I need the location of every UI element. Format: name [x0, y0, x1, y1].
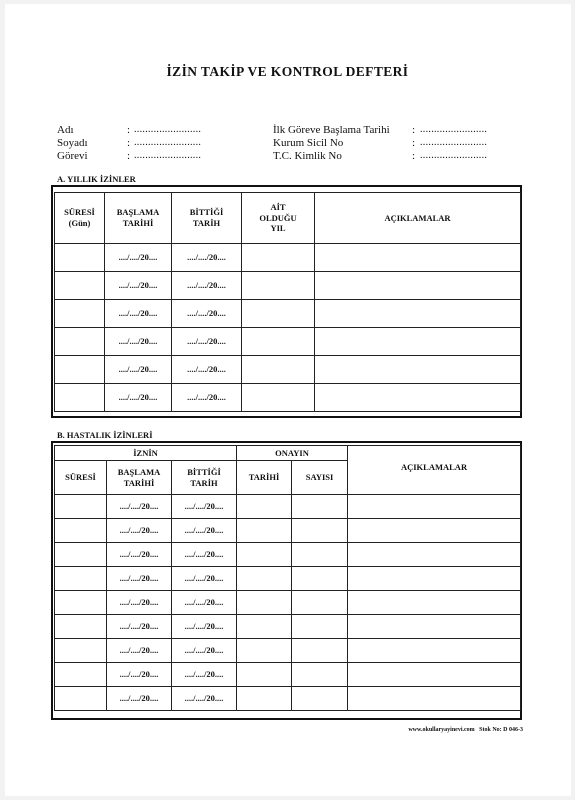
- date-cell[interactable]: ..../..../20....: [172, 687, 237, 711]
- date-cell[interactable]: ..../..../20....: [107, 639, 172, 663]
- date-cell[interactable]: ..../..../20....: [107, 495, 172, 519]
- table-cell[interactable]: [55, 519, 107, 543]
- header-notes-b: AÇIKLAMALAR: [348, 446, 521, 495]
- table-cell[interactable]: [237, 567, 292, 591]
- table-cell[interactable]: [292, 687, 348, 711]
- table-row: [55, 567, 521, 591]
- table-cell[interactable]: [292, 495, 348, 519]
- date-cell[interactable]: ..../..../20....: [172, 328, 242, 356]
- table-cell[interactable]: [237, 663, 292, 687]
- table-cell[interactable]: [292, 567, 348, 591]
- annual-leave-table: [54, 192, 521, 412]
- table-row: [55, 639, 521, 663]
- start-date-field[interactable]: ........................: [420, 124, 488, 135]
- table-cell[interactable]: [292, 591, 348, 615]
- header-approval-date: TARİHİ: [237, 461, 292, 495]
- table-cell[interactable]: [237, 495, 292, 519]
- registry-no-label: Kurum Sicil No: [273, 137, 344, 149]
- position-colon: :: [127, 150, 131, 162]
- tc-id-field[interactable]: ........................: [420, 150, 488, 161]
- table-cell[interactable]: [242, 272, 315, 300]
- table-cell[interactable]: [315, 356, 521, 384]
- start-date-label: İlk Göreve Başlama Tarihi: [273, 124, 390, 136]
- table-cell[interactable]: [315, 384, 521, 412]
- start-date-colon: :: [412, 124, 416, 136]
- table-cell[interactable]: [242, 328, 315, 356]
- date-cell[interactable]: ..../..../20....: [172, 567, 237, 591]
- annual-leave-header-row: [55, 193, 521, 244]
- footer: [408, 727, 523, 733]
- table-cell[interactable]: [237, 543, 292, 567]
- table-cell[interactable]: [348, 543, 521, 567]
- table-cell[interactable]: [242, 244, 315, 272]
- date-cell[interactable]: ..../..../20....: [107, 687, 172, 711]
- table-cell[interactable]: [315, 272, 521, 300]
- date-cell[interactable]: ..../..../20....: [105, 272, 172, 300]
- table-cell[interactable]: [292, 663, 348, 687]
- table-row: [55, 591, 521, 615]
- table-cell[interactable]: [292, 615, 348, 639]
- header-start-date-b: BAŞLAMA TARİHİ: [107, 461, 172, 495]
- date-cell[interactable]: ..../..../20....: [107, 591, 172, 615]
- date-cell[interactable]: ..../..../20....: [172, 300, 242, 328]
- date-cell[interactable]: ..../..../20....: [172, 272, 242, 300]
- header-approval-number: SAYISI: [292, 461, 348, 495]
- section-b-title: B. HASTALIK İZİNLERİ: [57, 430, 153, 440]
- table-cell[interactable]: [55, 244, 105, 272]
- table-cell[interactable]: [237, 591, 292, 615]
- header-duration: SÜRESİ (Gün): [55, 193, 105, 244]
- sick-leave-table: [54, 445, 521, 711]
- header-year: AİT OLDUĞU YIL: [242, 193, 315, 244]
- table-cell[interactable]: [55, 543, 107, 567]
- table-cell[interactable]: [237, 519, 292, 543]
- table-cell[interactable]: [348, 639, 521, 663]
- table-cell[interactable]: [55, 272, 105, 300]
- sick-leave-group-row: [55, 446, 521, 461]
- tc-id-colon: :: [412, 150, 416, 162]
- table-cell[interactable]: [348, 519, 521, 543]
- table-cell[interactable]: [55, 356, 105, 384]
- table-cell[interactable]: [55, 328, 105, 356]
- table-row: [55, 495, 521, 519]
- date-cell[interactable]: ..../..../20....: [172, 356, 242, 384]
- date-cell[interactable]: ..../..../20....: [172, 495, 237, 519]
- table-cell[interactable]: [315, 300, 521, 328]
- form-title: İZİN TAKİP VE KONTROL DEFTERİ: [166, 64, 409, 79]
- table-row: [55, 328, 521, 356]
- header-start-date: BAŞLAMA TARİHİ: [105, 193, 172, 244]
- date-cell[interactable]: ..../..../20....: [107, 519, 172, 543]
- section-a-title: A. YILLIK İZİNLER: [57, 174, 136, 184]
- table-cell[interactable]: [55, 495, 107, 519]
- date-cell[interactable]: ..../..../20....: [107, 615, 172, 639]
- name-label: Adı: [57, 124, 74, 136]
- date-cell[interactable]: ..../..../20....: [105, 356, 172, 384]
- date-cell[interactable]: ..../..../20....: [105, 328, 172, 356]
- date-cell[interactable]: ..../..../20....: [105, 300, 172, 328]
- table-cell[interactable]: [55, 639, 107, 663]
- date-cell[interactable]: ..../..../20....: [172, 615, 237, 639]
- table-cell[interactable]: [55, 591, 107, 615]
- date-cell[interactable]: ..../..../20....: [172, 244, 242, 272]
- table-cell[interactable]: [242, 300, 315, 328]
- table-cell[interactable]: [242, 356, 315, 384]
- table-row: [55, 300, 521, 328]
- name-field[interactable]: ........................: [134, 124, 202, 135]
- date-cell[interactable]: ..../..../20....: [107, 567, 172, 591]
- table-cell[interactable]: [348, 687, 521, 711]
- surname-field[interactable]: ........................: [134, 137, 202, 148]
- table-cell[interactable]: [237, 639, 292, 663]
- table-row: [55, 384, 521, 412]
- table-row: [55, 356, 521, 384]
- header-end-date: BİTTİĞİ TARİH: [172, 193, 242, 244]
- surname-label: Soyadı: [57, 137, 88, 149]
- table-row: [55, 272, 521, 300]
- table-row: [55, 244, 521, 272]
- group-approval: ONAYIN: [237, 446, 348, 461]
- date-cell[interactable]: ..../..../20....: [107, 543, 172, 567]
- table-row: [55, 519, 521, 543]
- table-row: [55, 663, 521, 687]
- table-cell[interactable]: [348, 615, 521, 639]
- position-field[interactable]: ........................: [134, 150, 202, 161]
- footer-website: www.okullaryayinevi.com: [408, 727, 475, 733]
- date-cell[interactable]: ..../..../20....: [107, 663, 172, 687]
- table-cell[interactable]: [55, 615, 107, 639]
- table-cell[interactable]: [348, 663, 521, 687]
- table-cell[interactable]: [55, 663, 107, 687]
- table-cell[interactable]: [315, 244, 521, 272]
- date-cell[interactable]: ..../..../20....: [172, 639, 237, 663]
- table-row: [55, 615, 521, 639]
- header-end-date-b: BİTTİĞİ TARİH: [172, 461, 237, 495]
- table-cell[interactable]: [55, 384, 105, 412]
- table-cell[interactable]: [292, 543, 348, 567]
- table-cell[interactable]: [55, 567, 107, 591]
- date-cell[interactable]: ..../..../20....: [172, 384, 242, 412]
- header-notes: AÇIKLAMALAR: [315, 193, 521, 244]
- table-cell[interactable]: [315, 328, 521, 356]
- table-cell[interactable]: [348, 567, 521, 591]
- date-cell[interactable]: ..../..../20....: [172, 591, 237, 615]
- registry-no-colon: :: [412, 137, 416, 149]
- header-duration-b: SÜRESİ: [55, 461, 107, 495]
- footer-stock: Stok No: D 046-3: [479, 727, 523, 733]
- table-cell[interactable]: [292, 519, 348, 543]
- date-cell[interactable]: ..../..../20....: [105, 384, 172, 412]
- table-row: [55, 687, 521, 711]
- position-label: Görevi: [57, 150, 88, 162]
- date-cell[interactable]: ..../..../20....: [172, 663, 237, 687]
- tc-id-label: T.C. Kimlik No: [273, 150, 342, 162]
- table-cell[interactable]: [348, 591, 521, 615]
- table-cell[interactable]: [237, 615, 292, 639]
- group-leave: İZNİN: [55, 446, 237, 461]
- date-cell[interactable]: ..../..../20....: [172, 543, 237, 567]
- registry-no-field[interactable]: ........................: [420, 137, 488, 148]
- table-cell[interactable]: [55, 687, 107, 711]
- table-cell[interactable]: [348, 495, 521, 519]
- table-cell[interactable]: [237, 687, 292, 711]
- table-cell[interactable]: [55, 300, 105, 328]
- table-row: [55, 543, 521, 567]
- name-colon: :: [127, 124, 131, 136]
- table-cell[interactable]: [292, 639, 348, 663]
- table-cell[interactable]: [242, 384, 315, 412]
- surname-colon: :: [127, 137, 131, 149]
- date-cell[interactable]: ..../..../20....: [105, 244, 172, 272]
- date-cell[interactable]: ..../..../20....: [172, 519, 237, 543]
